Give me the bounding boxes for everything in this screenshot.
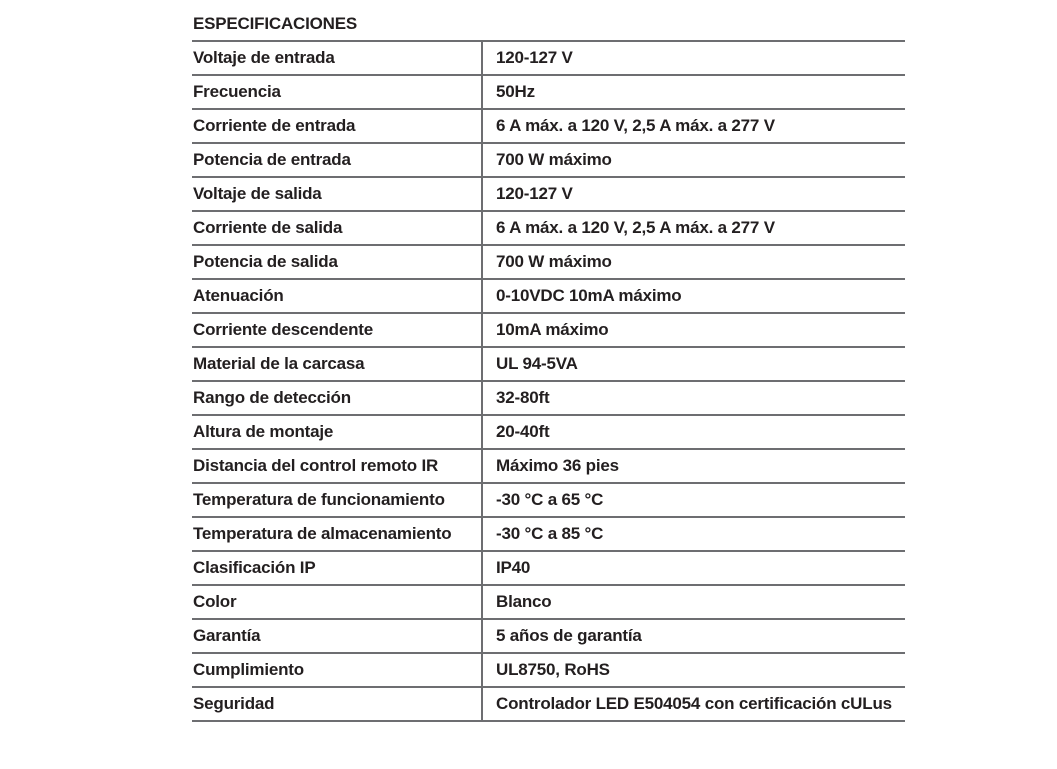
spec-value: Blanco [482,585,905,619]
spec-value: 10mA máximo [482,313,905,347]
spec-value: 700 W máximo [482,143,905,177]
specifications-section [192,13,905,722]
spec-label: Color [192,585,482,619]
table-row [192,143,905,177]
spec-label: Voltaje de salida [192,177,482,211]
spec-value: 0-10VDC 10mA máximo [482,279,905,313]
table-row [192,449,905,483]
table-row [192,245,905,279]
table-row [192,585,905,619]
spec-label: Corriente de entrada [192,109,482,143]
spec-label: Material de la carcasa [192,347,482,381]
table-row [192,653,905,687]
spec-label: Potencia de entrada [192,143,482,177]
table-row [192,75,905,109]
section-title: ESPECIFICACIONES [193,14,357,33]
table-row [192,381,905,415]
spec-value: 6 A máx. a 120 V, 2,5 A máx. a 277 V [482,211,905,245]
spec-value: IP40 [482,551,905,585]
spec-label: Temperatura de almacenamiento [192,517,482,551]
table-row [192,211,905,245]
spec-label: Voltaje de entrada [192,41,482,75]
spec-value: -30 °C a 65 °C [482,483,905,517]
spec-value: 120-127 V [482,177,905,211]
spec-label: Corriente de salida [192,211,482,245]
table-row [192,279,905,313]
spec-value: 50Hz [482,75,905,109]
spec-value: 700 W máximo [482,245,905,279]
table-row [192,483,905,517]
spec-value: UL8750, RoHS [482,653,905,687]
table-row [192,619,905,653]
spec-value: 5 años de garantía [482,619,905,653]
specifications-table [192,40,905,722]
table-row [192,687,905,721]
spec-label: Cumplimiento [192,653,482,687]
spec-value: Máximo 36 pies [482,449,905,483]
spec-value: -30 °C a 85 °C [482,517,905,551]
spec-value: 20-40ft [482,415,905,449]
spec-label: Frecuencia [192,75,482,109]
spec-value: Controlador LED E504054 con certificación cULus [482,687,905,721]
table-row [192,313,905,347]
table-row [192,415,905,449]
spec-label: Atenuación [192,279,482,313]
table-row [192,41,905,75]
spec-value: 6 A máx. a 120 V, 2,5 A máx. a 277 V [482,109,905,143]
table-row [192,109,905,143]
spec-label: Garantía [192,619,482,653]
spec-label: Potencia de salida [192,245,482,279]
spec-label: Altura de montaje [192,415,482,449]
spec-label: Distancia del control remoto IR [192,449,482,483]
table-row [192,347,905,381]
spec-value: UL 94-5VA [482,347,905,381]
specifications-table-body [192,41,905,721]
spec-label: Seguridad [192,687,482,721]
spec-label: Corriente descendente [192,313,482,347]
table-row [192,517,905,551]
spec-value: 32-80ft [482,381,905,415]
spec-label: Temperatura de funcionamiento [192,483,482,517]
spec-label: Clasificación IP [192,551,482,585]
table-row [192,177,905,211]
spec-value: 120-127 V [482,41,905,75]
table-row [192,551,905,585]
spec-label: Rango de detección [192,381,482,415]
